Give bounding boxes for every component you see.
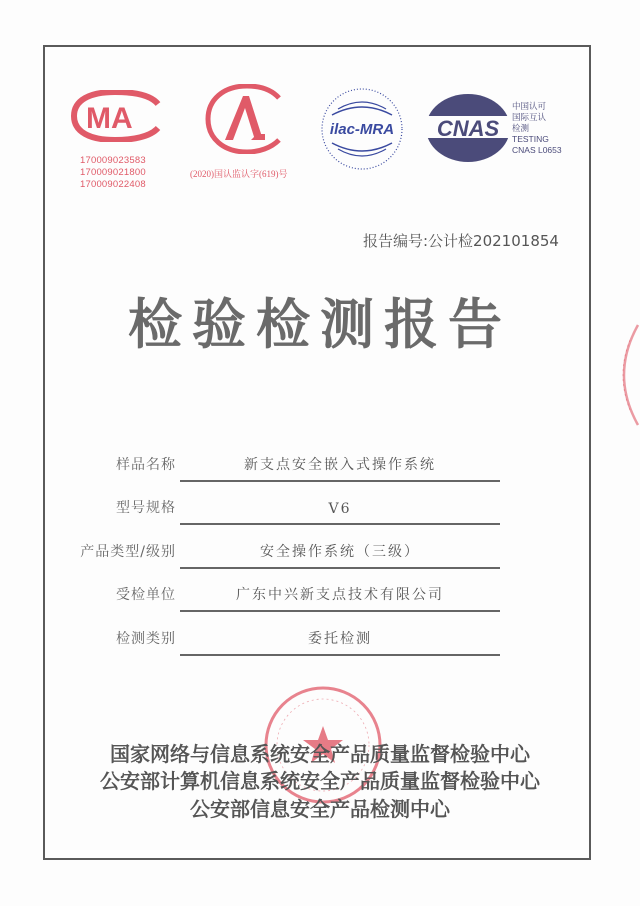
- cma-number: 170009022408: [80, 179, 146, 190]
- svg-text:CNAS: CNAS: [436, 116, 500, 141]
- underline: [180, 654, 500, 656]
- field-value: 安全操作系统（三级）: [260, 544, 420, 560]
- issuer-line: 国家网络与信息系统安全产品质量监督检验中心: [110, 742, 530, 766]
- page-title: 检验检测报告: [128, 292, 512, 356]
- underline: [180, 480, 500, 482]
- cnas-caption-line: 中国认可: [512, 101, 547, 111]
- field-model: [60, 485, 500, 525]
- cnas-caption-line: TESTING: [512, 134, 549, 144]
- field-sample-name: [60, 442, 500, 482]
- underline: [180, 610, 500, 612]
- cma-logo-icon: [70, 90, 165, 142]
- field-inspected-unit: [60, 572, 500, 612]
- cal-caption: (2020)国认监认字(619)号: [190, 169, 288, 179]
- cnas-logo-icon: [424, 92, 512, 164]
- field-value: 新支点安全嵌入式操作系统: [244, 457, 436, 473]
- cnas-caption-line: 国际互认: [512, 112, 547, 122]
- svg-text:MA: MA: [86, 102, 133, 135]
- issuer-line: 公安部信息安全产品检测中心: [190, 797, 450, 821]
- cnas-caption-line: 检测: [512, 123, 530, 133]
- field-test-category: [60, 616, 500, 656]
- field-label: 样品名称: [116, 457, 176, 473]
- cma-numbers: [80, 155, 146, 191]
- field-value: 委托检测: [308, 631, 372, 647]
- cma-number: 170009023583: [80, 155, 146, 166]
- underline: [180, 523, 500, 525]
- cal-logo-icon: [205, 84, 287, 154]
- field-value: 广东中兴新支点技术有限公司: [236, 587, 444, 603]
- cma-number: 170009021800: [80, 167, 146, 178]
- cnas-caption: [512, 101, 562, 156]
- svg-text:ilac-MRA: ilac-MRA: [329, 121, 395, 138]
- partial-seal-icon: [608, 320, 640, 430]
- field-label: 检测类别: [116, 631, 176, 647]
- ilac-mra-logo-icon: [318, 85, 406, 173]
- underline: [180, 567, 500, 569]
- issuer-line: 公安部计算机信息系统安全产品质量监督检验中心: [100, 769, 540, 793]
- report-number: 报告编号:公计检202101854: [363, 232, 559, 250]
- cnas-caption-line: CNAS L0653: [512, 145, 562, 155]
- field-label: 产品类型/级别: [80, 544, 176, 560]
- field-label: 型号规格: [116, 500, 176, 516]
- field-value: V6: [328, 501, 352, 517]
- field-product-type: [60, 529, 500, 569]
- field-label: 受检单位: [116, 587, 176, 603]
